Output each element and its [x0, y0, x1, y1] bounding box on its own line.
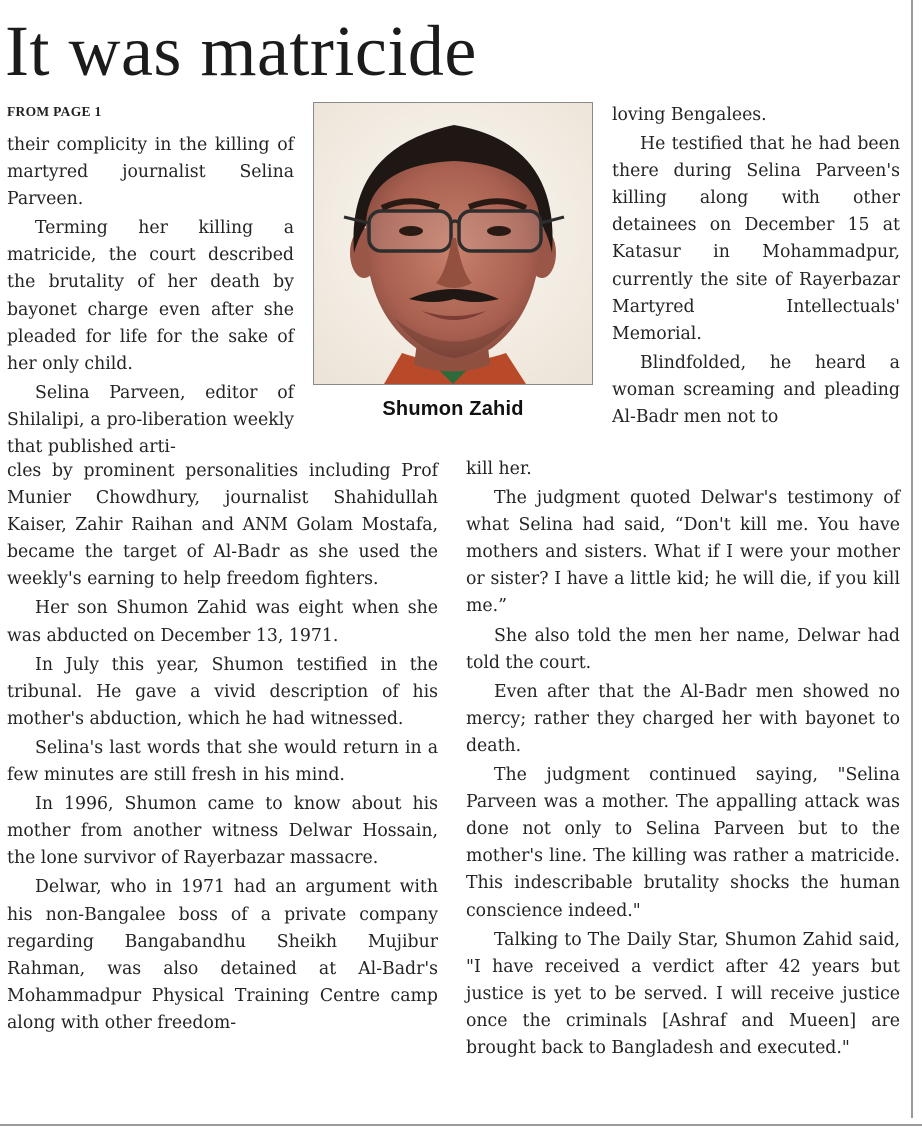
paragraph: In July this year, Shumon testified in the tribunal. He gave a vivid description of his mother's abduction, which he had witnessed.: [7, 654, 438, 729]
column-1-bottom: [7, 458, 438, 1037]
paragraph: Talking to The Daily Star, Shumon Zahid said, "I have received a verdict after 42 years but justice is yet to be served. I will receive justice once the criminals [Ashraf and Mueen] are brought back to Bangladesh and executed.": [466, 929, 900, 1058]
column-3-bottom: [466, 456, 900, 1062]
portrait-photo: [313, 102, 593, 385]
paragraph: Even after that the Al-Badr men showed no mercy; rather they charged her with bayonet to death.: [466, 681, 900, 756]
bottom-rule: [0, 1124, 922, 1126]
column-3-top: [612, 102, 900, 431]
jump-line: FROM PAGE 1: [7, 104, 102, 119]
paragraph: In 1996, Shumon came to know about his mother from another witness Delwar Hossain, the lone survivor of Rayerbazar massacre.: [7, 794, 438, 869]
paragraph: She also told the men her name, Delwar had told the court.: [466, 625, 900, 673]
paragraph: He testified that he had been there during Selina Parveen's killing along with other detainees on December 15 at Katasur in Mohammadpur, currently the site of Rayerbazar Martyred Intellectuals' Memorial.: [612, 134, 900, 344]
paragraph: Her son Shumon Zahid was eight when she was abducted on December 13, 1971.: [7, 598, 438, 646]
column-1-top: [7, 132, 294, 461]
paragraph: Terming her killing a matricide, the court described the brutality of her death by bayonet charge even after she pleaded for life for the sake of her only child.: [7, 218, 294, 374]
paragraph: Selina Parveen, editor of Shilalipi, a pro-liberation weekly that published arti-: [7, 382, 294, 458]
paragraph: Blindfolded, he heard a woman screaming and pleading Al-Badr men not to: [612, 352, 900, 428]
paragraph: The judgment quoted Delwar's testimony of what Selina had said, “Don't kill me. You have mothers and sisters. What if I were your mother or sister? I have a little kid; he will die, if you kill me.”: [466, 488, 900, 617]
paragraph: cles by prominent personalities including Prof Munier Chowdhury, journalist Shahidullah Kaiser, Zahir Raihan and ANM Golam Mostafa, became the target of Al-Badr as she used the weekly's earning to help freedom fighters.: [7, 461, 438, 590]
paragraph: kill her.: [466, 459, 532, 479]
paragraph: The judgment continued saying, "Selina Parveen was a mother. The appalling attack was done not only to Selina Parveen but to the mother's line. The killing was rather a matricide. This indescribable brutality shocks the human conscience indeed.": [466, 765, 900, 921]
column-rule-right: [911, 0, 913, 1118]
paragraph: loving Bengalees.: [612, 105, 767, 125]
headline: It was matricide: [5, 11, 477, 91]
portrait-illustration: [314, 103, 592, 384]
paragraph: Selina's last words that she would return in a few minutes are still fresh in his mind.: [7, 737, 438, 786]
paragraph: Delwar, who in 1971 had an argument with his non-Bangalee boss of a private company regarding Bangabandhu Sheikh Mujibur Rahman, was also detained at Al-Badr's Mohammadpur Physical Training Centre camp along with other freedom-: [7, 877, 438, 1033]
photo-caption: Shumon Zahid: [382, 398, 524, 420]
paragraph: their complicity in the killing of martyred journalist Selina Parveen.: [7, 135, 294, 210]
